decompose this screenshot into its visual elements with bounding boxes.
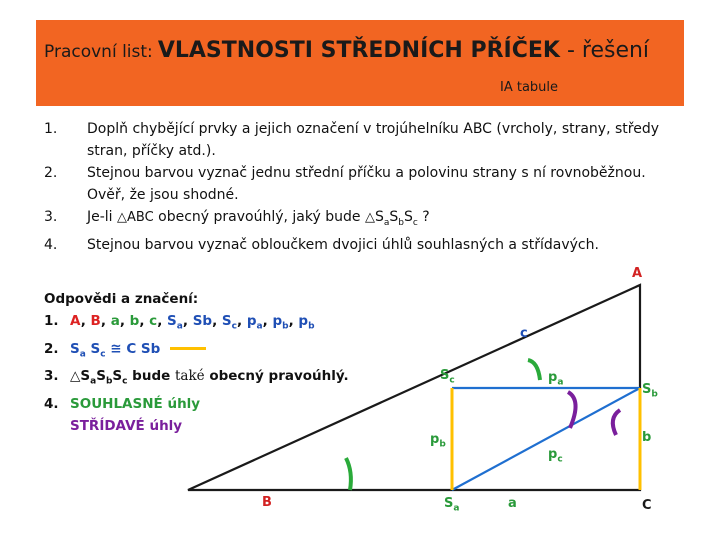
s-letter: S — [112, 368, 123, 385]
angle-arc-purple — [613, 410, 620, 435]
s-subscript: b — [398, 217, 404, 228]
side-b-label: b — [642, 430, 652, 445]
subscript: b — [105, 377, 113, 388]
subscript: a — [90, 377, 97, 388]
answer-number: 1. — [44, 313, 59, 329]
task-number: 4. — [44, 236, 58, 253]
title-suffix: - řešení — [559, 38, 650, 63]
answer-row: 1. A, B, a, b, c, $S_a$, Sb, $S_c$, $p_a$, $p_b$, $p_b$ — [44, 310, 349, 338]
answer-number: 2. — [44, 340, 59, 357]
triangle-abc: △ABC — [117, 210, 154, 225]
subscript: c — [122, 377, 128, 388]
label-pc: p — [298, 313, 309, 329]
s-letter: S — [403, 209, 413, 225]
triangle-symbol: △ — [364, 210, 375, 225]
label-Sc: $S_c$ — [440, 368, 455, 386]
answers-title: Odpovědi a značení: — [44, 291, 199, 307]
page-subtitle: IA tabule — [500, 80, 559, 95]
task-text: Stejnou barvou vyznač jednu střední příčku a polovinu strany s ní rovnoběžnou. Ověř, že jsou shodné. — [87, 165, 646, 203]
angle-arc-green — [528, 360, 540, 380]
s-subscript: a — [383, 217, 390, 228]
task-text-a: Je-li — [87, 209, 118, 225]
label-pc: $p_c$ — [548, 447, 563, 465]
answer-text: STŘÍDAVÉ úhly — [70, 418, 183, 435]
s-subscript: c — [412, 217, 418, 228]
task-number: 2. — [44, 165, 58, 181]
task-text: Stejnou barvou vyznač obloučkem dvojici úhlů souhlasných a střídavých. — [87, 236, 599, 253]
label-pa: $p_a$ — [548, 370, 564, 388]
subscript: a — [256, 321, 263, 332]
s-letter: S — [389, 209, 399, 225]
answer-text: SOUHLASNÉ úhly — [70, 396, 201, 413]
s-letter: S — [80, 368, 91, 385]
label-Sc: S — [221, 313, 232, 329]
angle-arc-green — [346, 458, 351, 490]
answer-text: bude — [127, 368, 175, 385]
task-text: Doplň chybějící prvky a jejich označení v trojúhelníku ABC (vrcholy, strany, středy stran, příčky atd.). — [87, 121, 660, 159]
answer-number: 4. — [44, 396, 59, 413]
congruence-symbol: ≅ — [105, 340, 127, 357]
task-text-c: ? — [417, 209, 430, 225]
midline-pc — [452, 388, 640, 490]
label-b: b — [129, 313, 140, 329]
side-c-label: c — [520, 326, 528, 341]
label-c: c — [149, 313, 158, 329]
label-Sa: $S_a$ — [444, 496, 460, 514]
task-number: 3. — [44, 209, 58, 225]
s-letter: S — [374, 209, 384, 225]
label-a: a — [110, 313, 120, 329]
label-A: A — [70, 313, 81, 329]
label-Sb: Sb — [192, 313, 213, 329]
label-Sb: $S_b$ — [642, 382, 658, 400]
vertex-A: A — [632, 266, 643, 281]
segment-label: C Sb — [126, 340, 161, 357]
answer-text: také — [174, 368, 205, 385]
vertex-C: C — [642, 498, 652, 513]
task-number: 1. — [44, 121, 58, 137]
label-pb: $p_b$ — [430, 432, 446, 450]
s-letter: S — [70, 340, 80, 357]
task-text-b: obecný pravoúhlý, jaký bude — [153, 209, 365, 225]
title-main: VLASTNOSTI STŘEDNÍCH PŘÍČEK — [157, 38, 560, 63]
label-pb: p — [272, 313, 283, 329]
subscript: c — [100, 349, 106, 360]
side-a-label: a — [508, 496, 517, 511]
subscript: a — [79, 349, 86, 360]
s-letter: S — [96, 368, 106, 385]
vertex-B: B — [262, 495, 272, 510]
answer-number: 3. — [44, 368, 59, 385]
title-prefix: Pracovní list: — [44, 42, 153, 62]
label-B: B — [90, 313, 101, 329]
subscript: b — [308, 321, 315, 332]
triangle-symbol: △ — [70, 368, 81, 385]
subscript: c — [231, 321, 237, 332]
answer-text: obecný pravoúhlý. — [204, 368, 349, 385]
s-letter: S — [85, 340, 101, 357]
subscript: b — [282, 321, 289, 332]
label-pa: p — [246, 313, 257, 329]
label-Sa: S — [167, 313, 177, 329]
subscript: a — [176, 321, 183, 332]
